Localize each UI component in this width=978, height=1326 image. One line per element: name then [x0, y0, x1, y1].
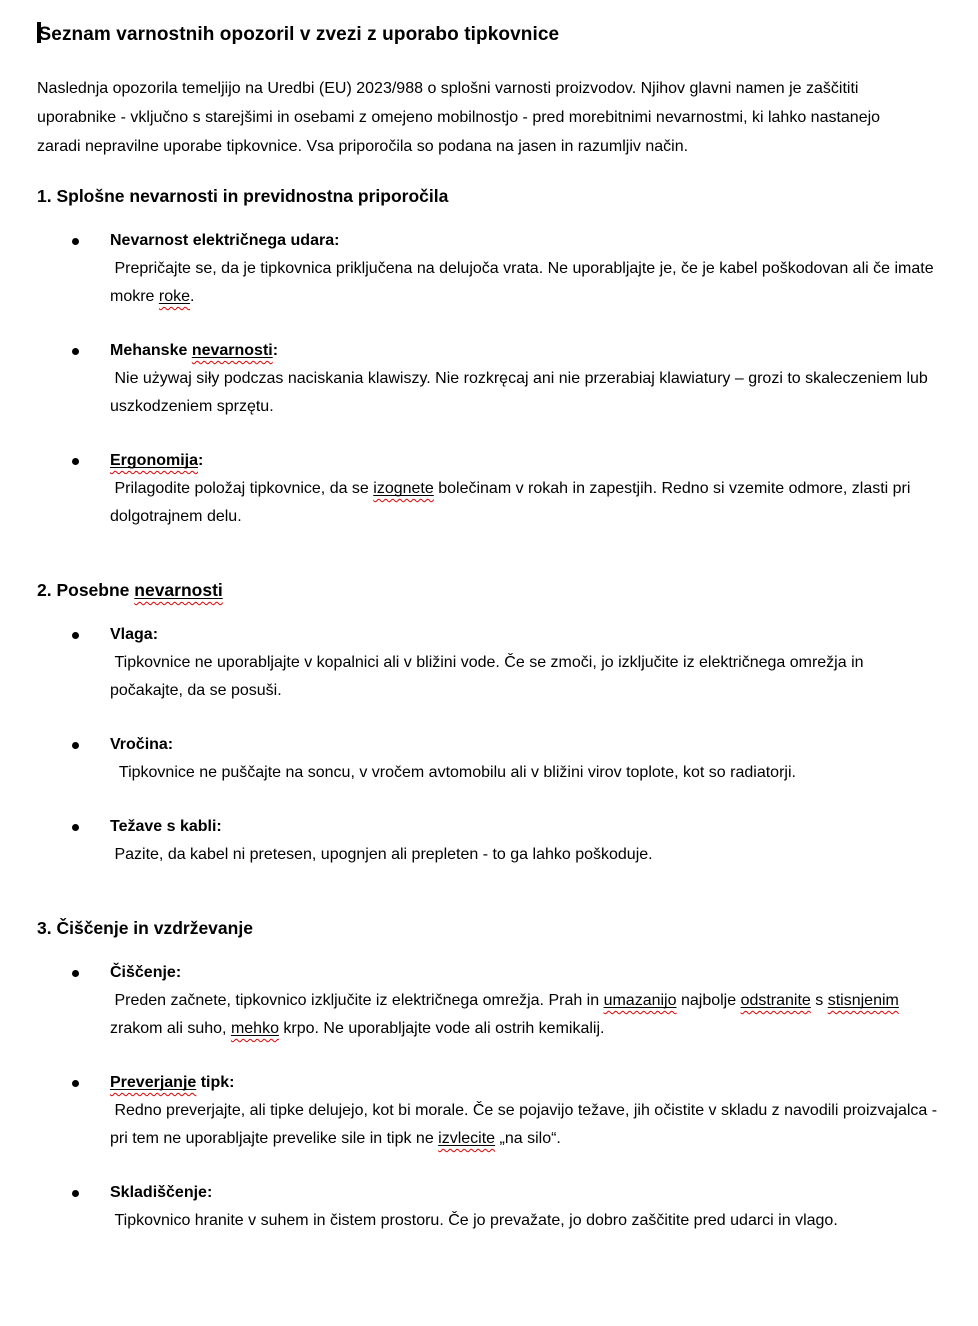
bullet-icon	[72, 1080, 79, 1087]
bullet-icon	[72, 1190, 79, 1197]
bullet-icon	[72, 348, 79, 355]
misspelled-word[interactable]	[373, 480, 434, 497]
list-item	[37, 337, 938, 421]
misspelled-word[interactable]	[110, 1074, 196, 1091]
warning-item-text[interactable]: Redno preverjajte, ali tipke delujejo, kot bi morale. Če se pojavijo težave, jih očistite v skladu z navodili proizvajalca - pri tem ne uporabljajte prevelike sile in tipk ne izvlecite „na silo“.	[110, 1102, 942, 1147]
warning-item-title[interactable]: Čiščenje:	[110, 964, 182, 981]
bullet-icon	[72, 970, 79, 977]
section-heading[interactable]: 1. Splošne nevarnosti in previdnostna priporočila	[37, 186, 449, 206]
warning-item-text[interactable]: Prepričajte se, da je tipkovnica priključena na delujoča vrata. Ne uporabljajte je, če je kabel poškodovan ali če imate mokre roke.	[110, 260, 939, 305]
section-heading[interactable]: 2. Posebne nevarnosti	[37, 580, 223, 600]
document-title-text[interactable]: Seznam varnostnih opozoril v zvezi z uporabo tipkovnice	[38, 24, 560, 45]
misspelled-word[interactable]	[828, 992, 899, 1009]
misspelled-word[interactable]	[741, 992, 811, 1009]
warning-item-text[interactable]: Nie używaj siły podczas naciskania klawiszy. Nie rozkręcaj ani nie przerabiaj klawiatury – grozi to skaleczeniem lub uszkodzeniem sprzętu.	[110, 370, 933, 415]
spellcheck-squiggle: Preverjanje	[110, 1074, 197, 1091]
spellcheck-squiggle: roke	[158, 288, 191, 305]
list-item	[37, 959, 938, 1043]
list-item	[37, 227, 938, 311]
list-item	[37, 1069, 942, 1153]
warning-item-text[interactable]: Preden začnete, tipkovnico izključite iz električnega omrežja. Prah in umazanijo najbolje odstranite s stisnjenim zrakom ali suho, mehko krpo. Ne uporabljajte vode ali ostrih kemikalij.	[110, 992, 904, 1037]
warning-item-text[interactable]: Pazite, da kabel ni pretesen, upognjen ali prepleten - to ga lahko poškoduje.	[110, 846, 653, 863]
warning-item-text[interactable]: Prilagodite položaj tipkovnice, da se izognete bolečinam v rokah in zapestjih. Redno si vzemite odmore, zlasti pri dolgotrajnem delu.	[110, 480, 915, 525]
spellcheck-squiggle: nevarnosti	[134, 580, 223, 600]
warning-item-title[interactable]: Težave s kabli:	[110, 818, 222, 835]
spellcheck-squiggle: Ergonomija	[110, 452, 199, 469]
section-heading[interactable]: 3. Čiščenje in vzdrževanje	[37, 918, 253, 938]
misspelled-word[interactable]	[604, 992, 677, 1009]
misspelled-word[interactable]	[134, 580, 223, 600]
spellcheck-squiggle: stisnjenim	[827, 992, 899, 1009]
warning-list	[37, 227, 938, 531]
warning-item-text[interactable]: Tipkovnice ne uporabljajte v kopalnici ali v bližini vode. Če se zmoči, jo izključite iz električnega omrežja in počakajte, da se posuši.	[110, 654, 868, 699]
list-item	[37, 621, 938, 705]
warning-item-title[interactable]: Skladiščenje:	[110, 1184, 213, 1201]
intro-paragraph[interactable]: Naslednja opozorila temeljijo na Uredbi (EU) 2023/988 o splošni varnosti proizvodov. Njihov glavni namen je zaščititi uporabnike - vključno s starejšimi in osebami z omejeno mobilnostjo - pred morebitnimi nevarnostmi, ki lahko nastanejo zaradi nepravilne uporabe tipkovnice. Vsa priporočila so podana na jasen in razumljiv način.	[37, 80, 885, 155]
spellcheck-squiggle: izvlecite	[438, 1130, 496, 1147]
spellcheck-squiggle: mehko	[230, 1020, 279, 1037]
warning-item-title[interactable]: Preverjanje tipk:	[110, 1074, 235, 1091]
list-item	[37, 447, 938, 531]
spellcheck-squiggle: nevarnosti	[191, 342, 273, 359]
warning-item-title[interactable]: Vlaga:	[110, 626, 159, 643]
misspelled-word[interactable]	[159, 288, 190, 305]
list-item	[37, 813, 938, 869]
warning-item-title[interactable]: Ergonomija:	[110, 452, 204, 469]
list-item	[37, 731, 938, 787]
warning-item-title[interactable]: Nevarnost električnega udara:	[110, 232, 340, 249]
bullet-icon	[72, 824, 79, 831]
warning-list	[37, 621, 938, 869]
warning-item-text[interactable]: Tipkovnico hranite v suhem in čistem prostoru. Če jo prevažate, jo dobro zaščitite pred udarci in vlago.	[110, 1212, 838, 1229]
spellcheck-squiggle: umazanijo	[603, 992, 677, 1009]
warning-list	[37, 959, 942, 1235]
spellcheck-squiggle: odstranite	[740, 992, 811, 1009]
misspelled-word[interactable]	[192, 342, 273, 359]
bullet-icon	[72, 632, 79, 639]
warning-item-title[interactable]: Mehanske nevarnosti:	[110, 342, 279, 359]
misspelled-word[interactable]	[438, 1130, 495, 1147]
bullet-icon	[72, 238, 79, 245]
misspelled-word[interactable]	[231, 1020, 279, 1037]
warning-item-text[interactable]: Tipkovnice ne puščajte na soncu, v vročem avtomobilu ali v bližini virov toplote, kot so radiatorji.	[110, 764, 796, 781]
bullet-icon	[72, 742, 79, 749]
bullet-icon	[72, 458, 79, 465]
spellcheck-squiggle: izognete	[373, 480, 434, 497]
list-item	[37, 1179, 938, 1235]
warning-item-title[interactable]: Vročina:	[110, 736, 174, 753]
document-title[interactable]	[37, 22, 938, 48]
misspelled-word[interactable]	[110, 452, 198, 469]
